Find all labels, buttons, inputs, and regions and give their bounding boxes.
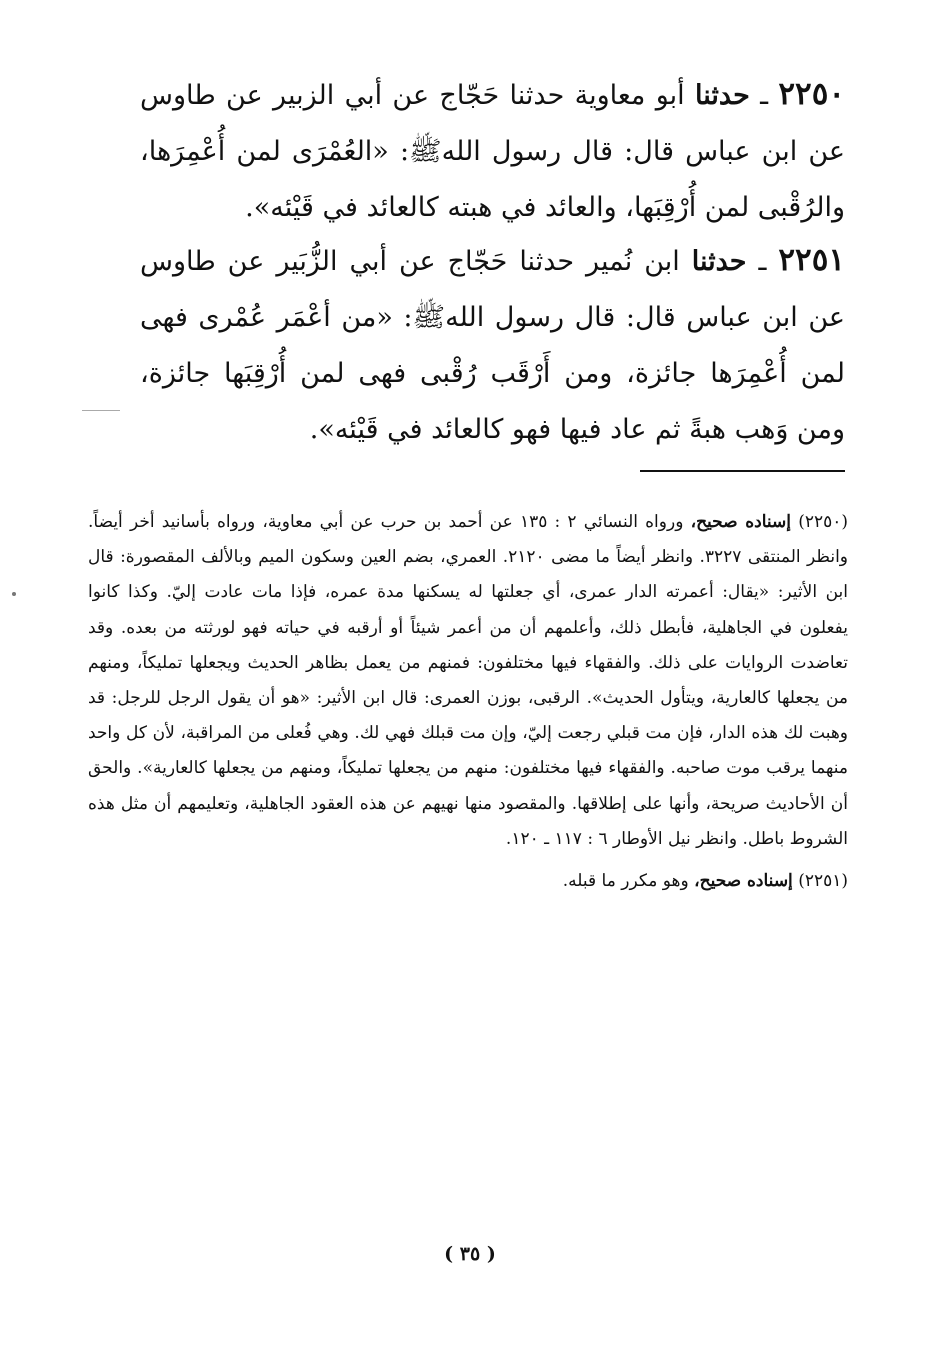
- hadith-number: ٢٢٥٠: [778, 76, 845, 112]
- hadith-text: أبو معاوية حدثنا حَجّاج عن أبي الزبير عن طاوس عن ابن عباس قال: قال رسول اللهﷺ: «العُمْرَى لمن أُعْمِرَها، والرُقْبى لمن أُرْقِبَها، والعائد في هبته كالعائد في قَيْئه».: [140, 80, 845, 223]
- footnote-2251: [88, 864, 848, 899]
- footnote-ref: (٢٢٥١): [798, 871, 848, 892]
- footnote-divider: [640, 470, 845, 472]
- dash-separator: ـ: [760, 80, 769, 111]
- page-number: ( ٣٥ ): [444, 1243, 496, 1265]
- hadith-2250: [140, 66, 845, 236]
- scan-mark: [82, 410, 120, 411]
- hadith-lead: حدثنا: [695, 80, 750, 111]
- hadith-number: ٢٢٥١: [778, 242, 846, 278]
- scan-speck: [12, 592, 16, 596]
- dash-separator: ـ: [758, 246, 767, 277]
- footnote-lead: إسناده صحيح،: [690, 512, 792, 532]
- footnotes: [88, 505, 848, 906]
- footnote-lead: إسناده صحيح،: [694, 871, 793, 892]
- footnote-2250: [88, 505, 848, 857]
- hadith-2251: [140, 232, 845, 458]
- footnote-text: ورواه النسائي ٢ : ١٣٥ عن أحمد بن حرب عن أبي معاوية، ورواه بأسانيد أخر أيضاً. وانظر المنتقى ٣٢٢٧. وانظر أيضاً ما مضى ٢١٢٠. العمري، بضم العين وسكون الميم وبالألف المقصورة: قال ابن الأثير: «يقال: أعمرته الدار عمرى، أي جعلتها له يسكنها مدة عمره، فإذا مات عادت إليّ. وكذا كانوا يفعلون في الجاهلية، فأبطل ذلك، وأعلمهم أن من أعمر شيئاً أو أرقبه في حياته فهو لورثته من بعده. وقد تعاضدت الروايات على ذلك. والفقهاء فيها مختلفون: فمنهم من يعمل بظاهر الحديث ويجعلها تمليكاً، ومنهم من يجعلها كالعارية، ويتأول الحديث». الرقبى، بوزن العمرى: قال ابن الأثير: «هو أن يقول الرجل للرجل: قد وهبت لك هذه الدار، فإن مت قبلي رجعت إليّ، وإن مت قبلك فهي لك. وهي فُعلى من المراقبة، لأن كل واحد منهما يرقب موت صاحبه. والفقهاء فيها مختلفون: منهم من يجعلها تمليكاً، ومنهم من يجعلها كالعارية». والحق أن الأحاديث صريحة، وأنها على إطلاقها. والمقصود منها نهيهم عن هذه العقود الجاهلية، وتعليمهم أن مثل هذه الشروط باطل. وانظر نيل الأوطار ٦ : ١١٧ ـ ١٢٠.: [88, 512, 849, 849]
- hadith-text: ابن نُمير حدثنا حَجّاج عن أبي الزُّبَير عن طاوس عن ابن عباس قال: قال رسول اللهﷺ: «من أعْمَر عُمْرى فهى لمن أُعْمِرَها جائزة، ومن أَرْقَب رُقْبى فهى لمن أُرْقِبَها جائزة، ومن وَهب هبةً ثم عاد فيها فهو كالعائد في قَيْئه».: [140, 246, 845, 445]
- hadith-lead: حدثنا: [691, 246, 747, 277]
- footnote-ref: (٢٢٥٠): [798, 512, 849, 532]
- footnote-text: وهو مكرر ما قبله.: [562, 871, 689, 892]
